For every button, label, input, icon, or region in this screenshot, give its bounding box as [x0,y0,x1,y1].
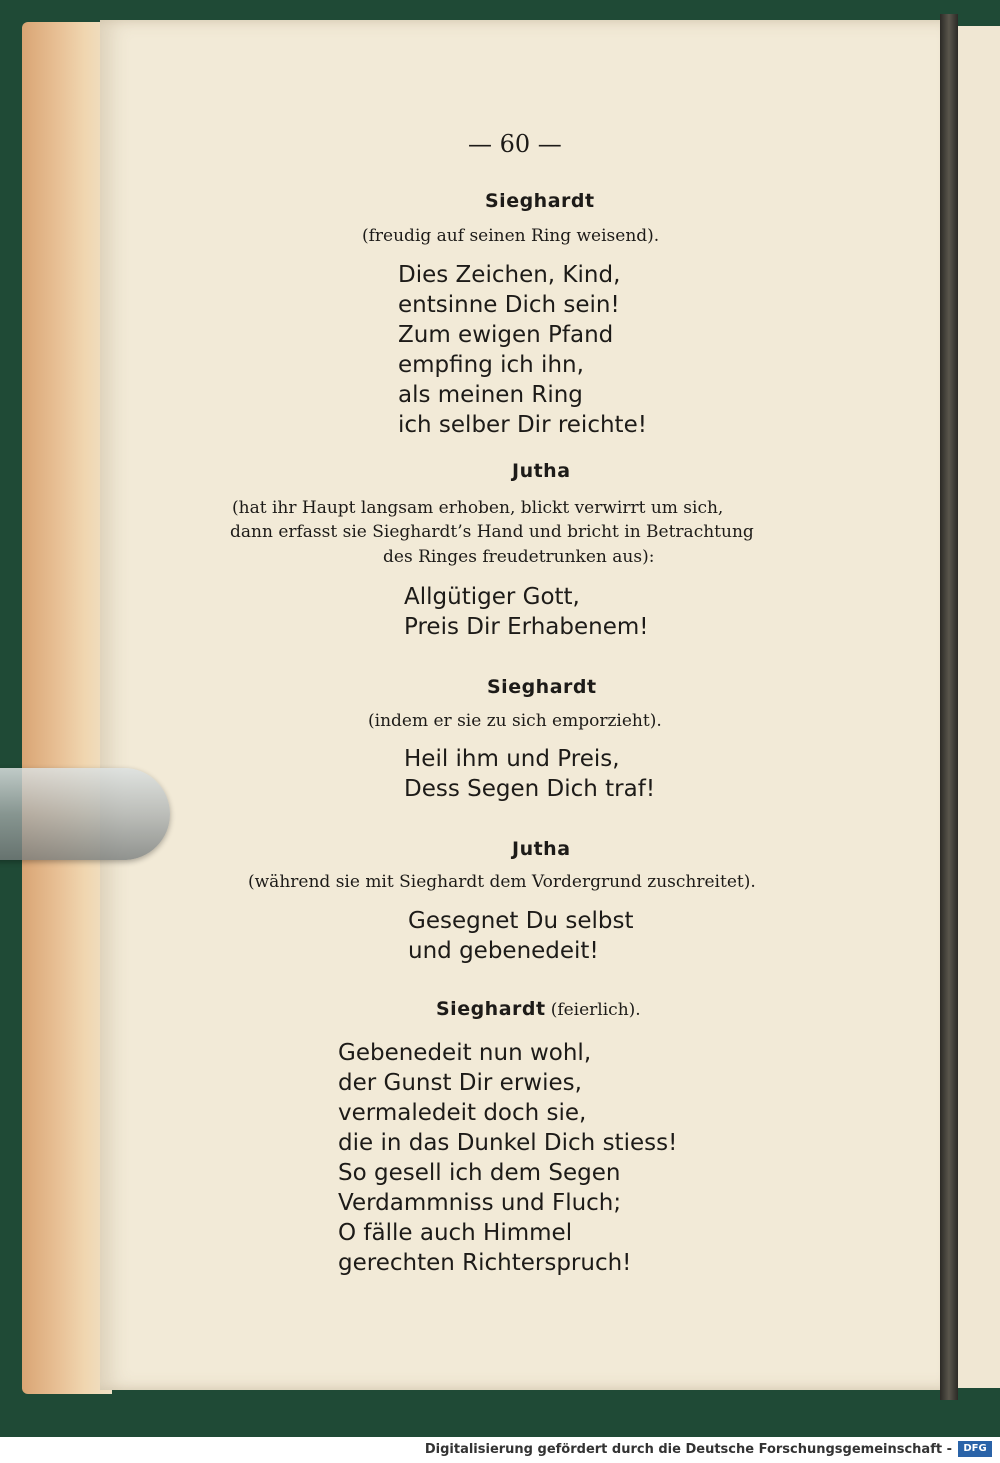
page-holder-clip [0,768,170,860]
speaker-name: Sieghardt [436,998,546,1020]
verse-line: Preis Dir Erhabenem! [404,614,649,640]
verse-line: entsinne Dich sein! [398,292,620,318]
verse-line: ich selber Dir reichte! [398,412,647,438]
speaker-name: Sieghardt [485,190,595,212]
next-page-edge [958,26,1000,1388]
verse-line: die in das Dunkel Dich stiess! [338,1130,678,1156]
verse-line: Heil ihm und Preis, [404,746,620,772]
verse-line: empfing ich ihn, [398,352,584,378]
verse-line: Gesegnet Du selbst [408,908,634,934]
verse-line: vermaledeit doch sie, [338,1100,587,1126]
verse-line: Verdammniss und Fluch; [338,1190,622,1216]
stage-direction: (während sie mit Sieghardt dem Vordergrund zuschreitet). [248,872,756,892]
page-number: — 60 — [468,130,562,158]
stage-direction: (indem er sie zu sich emporzieht). [368,711,662,731]
speaker-name: Jutha [512,460,571,482]
dfg-logo-icon: DFG [958,1441,992,1457]
verse-line: Dies Zeichen, Kind, [398,262,621,288]
speaker-name: Sieghardt [487,676,597,698]
verse-line: Dess Segen Dich traf! [404,776,656,802]
verse-line: Allgütiger Gott, [404,584,580,610]
footer-credit: Digitalisierung gefördert durch die Deutsche Forschungsgemeinschaft - [424,1442,952,1457]
verse-lines [408,906,634,966]
stage-direction: dann erfasst sie Sieghardt’s Hand und bricht in Betrachtung [230,522,754,542]
book-gutter [940,14,958,1400]
verse-line: Zum ewigen Pfand [398,322,614,348]
verse-lines [404,582,648,642]
stage-direction: (hat ihr Haupt langsam erhoben, blickt verwirrt um sich, [232,498,724,518]
verse-lines [404,744,655,804]
verse-lines [398,260,647,440]
verse-line: Gebenedeit nun wohl, [338,1040,592,1066]
speaker-name: Jutha [512,838,571,860]
speaker-line [436,998,641,1020]
stage-direction: des Ringes freudetrunken aus): [383,547,655,567]
stage-direction: (feierlich). [550,1000,641,1020]
stage-direction: (freudig auf seinen Ring weisend). [362,226,660,246]
verse-line: O fälle auch Himmel [338,1220,573,1246]
verse-lines [338,1038,677,1278]
verse-line: und gebenedeit! [408,938,599,964]
verse-line: als meinen Ring [398,382,583,408]
book-edge-left [22,22,112,1394]
verse-line: gerechten Richterspruch! [338,1250,632,1276]
verse-line: So gesell ich dem Segen [338,1160,621,1186]
verse-line: der Gunst Dir erwies, [338,1070,582,1096]
